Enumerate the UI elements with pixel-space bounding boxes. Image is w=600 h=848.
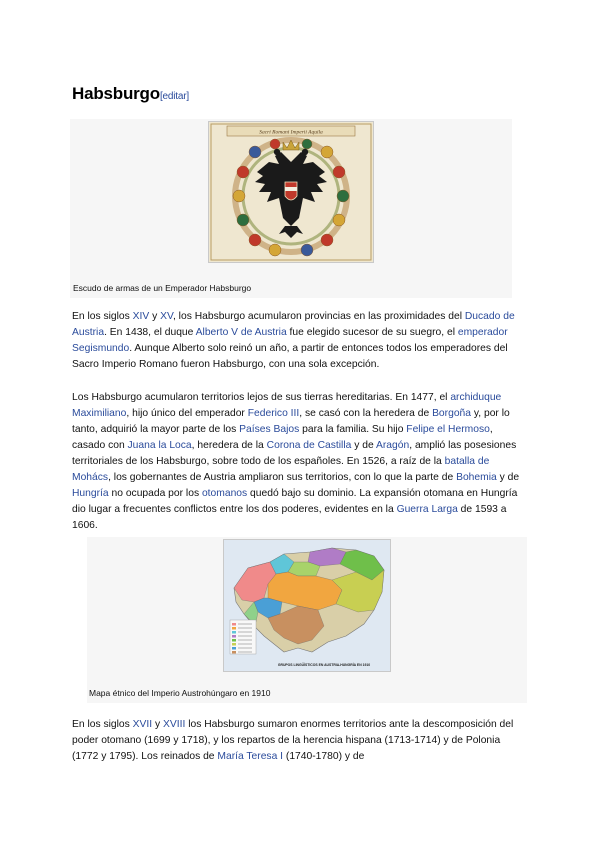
link-xiv[interactable]: XIV bbox=[132, 311, 150, 322]
link-aragon[interactable]: Aragón bbox=[376, 440, 410, 451]
ethnic-map-illustration bbox=[224, 540, 390, 671]
ethnic-map-figure bbox=[87, 537, 527, 703]
figure-caption: Mapa étnico del Imperio Austrohúngaro en 1910 bbox=[89, 688, 271, 698]
link-xviii[interactable]: XVIII bbox=[163, 719, 186, 730]
coat-of-arms-illustration bbox=[209, 122, 373, 262]
link-corona-de-castilla[interactable]: Corona de Castilla bbox=[266, 440, 352, 451]
link-ducado-de-austria[interactable]: Ducado de Austria bbox=[72, 311, 515, 338]
map-title: GRUPOS LINGÜÍSTICOS EN AUSTRIA-HUNGRÍA EN 1910 bbox=[277, 663, 371, 667]
paragraph-1: En los siglos XIV y XV, los Habsburgo acumularon provincias en las proximidades del Ducado de Austria. En 1438, el duque Alberto V de Austria fue elegido sucesor de su suegro, el emperador Segismundo. Aunque Alberto solo reinó un año, a partir de entonces todos los emperadores del Sacro Imperio Romano fueron Habsburgo, con una sola excepción. bbox=[72, 311, 515, 370]
link-otomanos[interactable]: otomanos bbox=[201, 488, 248, 499]
link-borgona[interactable]: Borgoña bbox=[432, 408, 471, 419]
link-archiduque-maximiliano[interactable]: archiduque Maximiliano bbox=[72, 392, 502, 419]
paragraph-3: En los siglos XVII y XVIII los Habsburgo sumaron enormes territorios ante la descomposición del poder otomano (1699 y 1718), y los repartos de la herencia hispana (1713-1714) y de Polonia (1772 y 1795). Los reinados de María Teresa I (1740-1780) y de bbox=[72, 719, 514, 762]
link-bohemia[interactable]: Bohemia bbox=[456, 472, 497, 483]
figure-caption: Escudo de armas de un Emperador Habsburgo bbox=[73, 283, 252, 293]
banner-text: Sacri Romani Imperii Aquila bbox=[259, 129, 323, 136]
coat-of-arms-figure bbox=[70, 119, 512, 298]
map-legend bbox=[230, 620, 256, 654]
coat-of-arms-image[interactable] bbox=[208, 121, 374, 263]
link-maria-teresa-i[interactable]: María Teresa I bbox=[217, 751, 284, 762]
paragraph-2: Los Habsburgo acumularon territorios lejos de sus tierras hereditarias. En 1477, el archiduque Maximiliano, hijo único del emperador Federico III, se casó con la heredera de Borgoña y, por lo tanto, adquirió la mayor parte de los Países Bajos para la familia. Su hijo Felipe el Hermoso, casado con Juana la Loca, heredera de la Corona de Castilla y de Aragón, amplió las posesiones territoriales de los Habsburgo, sobre todo de los españoles. En 1526, a raíz de la batalla de Mohács, los gobernantes de Austria ampliaron sus territorios, con lo que la parte de Bohemia y de Hungría no ocupada por los otomanos quedó bajo su dominio. La expansión otomana en Hungría dio lugar a frecuentes conflictos entre los dos poderes, evidentes en la Guerra Larga de 1593 a 1606. bbox=[72, 392, 520, 531]
link-xvii[interactable]: XVII bbox=[132, 719, 153, 730]
link-batalla-de-mohacs[interactable]: batalla de Mohács bbox=[72, 456, 490, 483]
section-heading bbox=[72, 84, 189, 104]
section-title: Habsburgo bbox=[72, 84, 160, 103]
link-xv[interactable]: XV bbox=[160, 311, 173, 322]
link-guerra-larga[interactable]: Guerra Larga bbox=[396, 504, 458, 515]
link-felipe-el-hermoso[interactable]: Felipe el Hermoso bbox=[406, 424, 490, 435]
edit-link[interactable]: [editar] bbox=[159, 91, 189, 102]
link-federico-iii[interactable]: Federico III bbox=[247, 408, 300, 419]
ethnic-map-image[interactable] bbox=[223, 539, 391, 672]
link-juana-la-loca[interactable]: Juana la Loca bbox=[127, 440, 192, 451]
link-emperador-segismundo[interactable]: emperador Segismundo bbox=[72, 327, 508, 354]
link-paises-bajos[interactable]: Países Bajos bbox=[239, 424, 300, 435]
link-hungria[interactable]: Hungría bbox=[72, 488, 109, 499]
link-alberto-v[interactable]: Alberto V de Austria bbox=[195, 327, 287, 338]
